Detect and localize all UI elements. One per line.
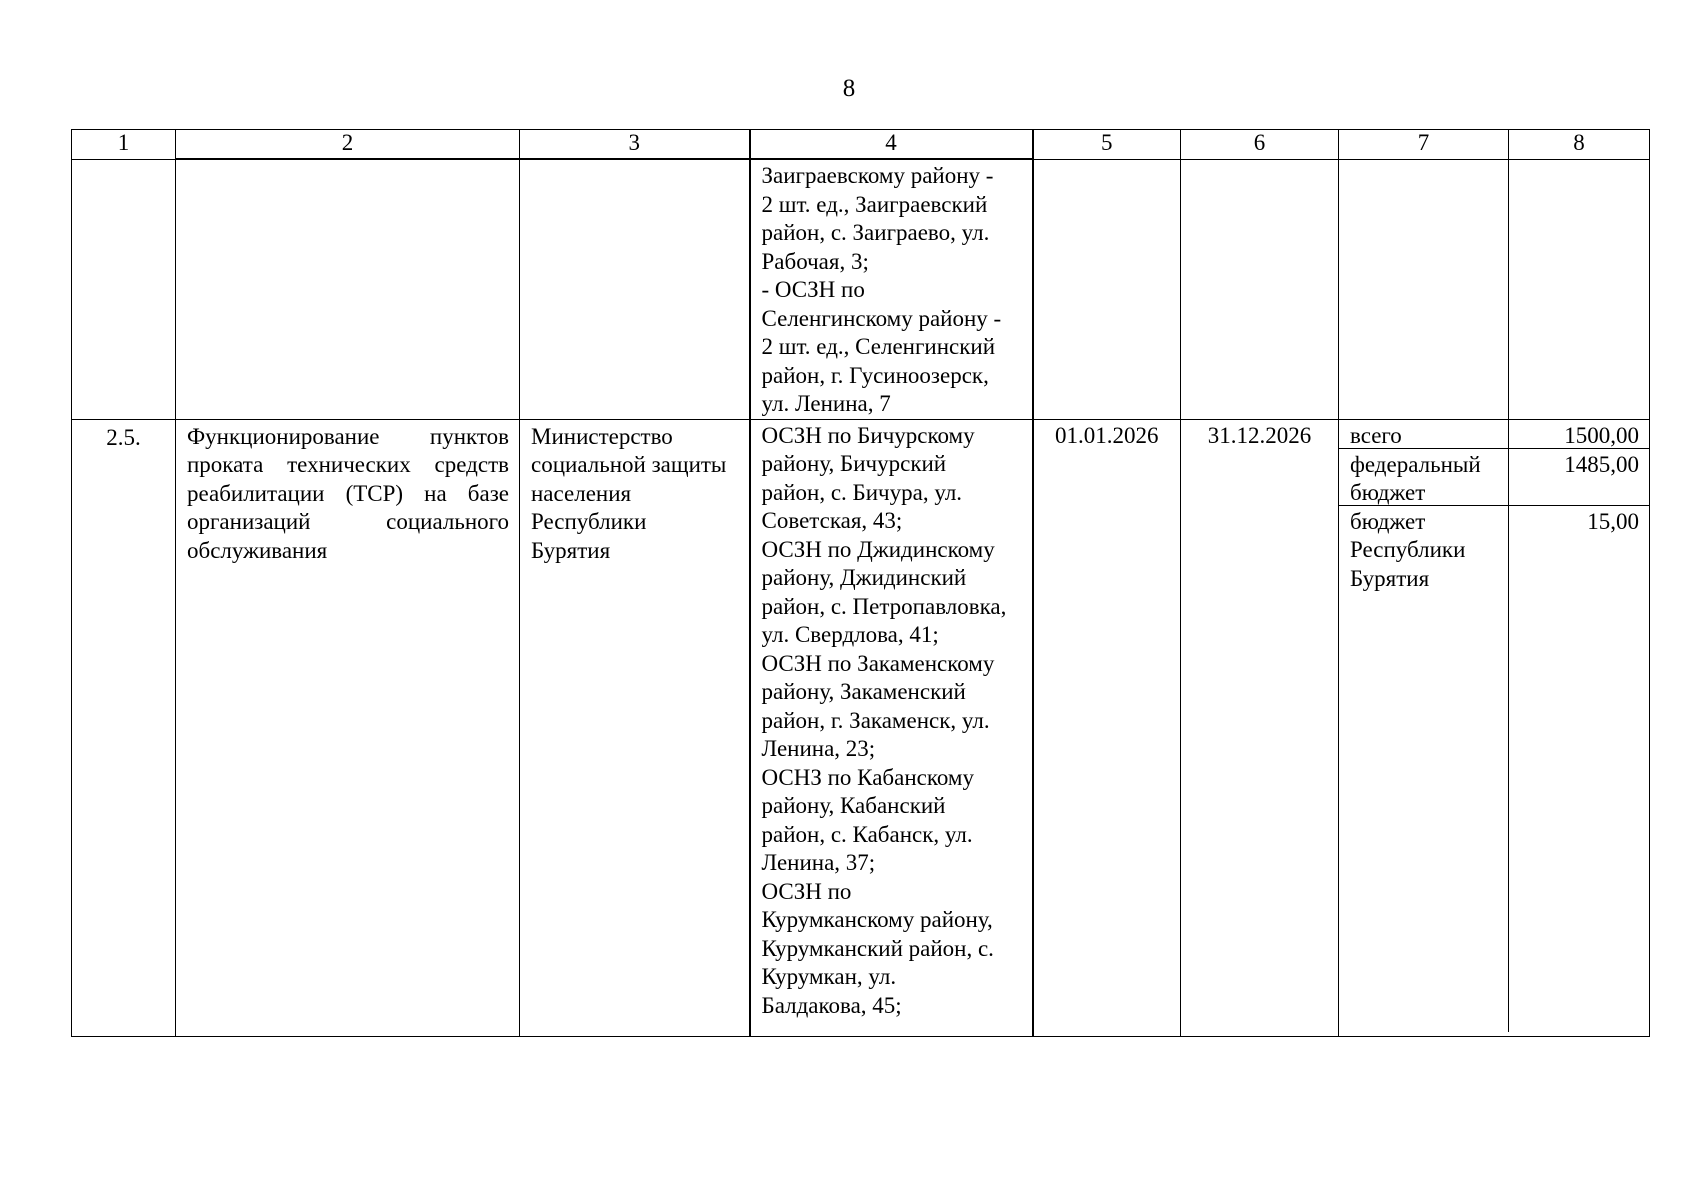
end-date: 31.12.2026: [1181, 419, 1339, 1036]
financing-list: [1339, 420, 1649, 1032]
executor-line: Министерство: [531, 423, 673, 449]
executor-line: населения: [531, 480, 632, 506]
address-line: Селенгинскому району -: [761, 305, 1002, 331]
financing-row-regional: [1339, 506, 1649, 1032]
address-line: Заиграевскому району -: [761, 163, 994, 188]
address-line: - ОСЗН по: [761, 277, 865, 302]
address-line: 2 шт. ед., Селенгинский: [761, 334, 996, 359]
address-line: район, с. Кабанск, ул.: [761, 821, 973, 847]
financing-source: [1339, 420, 1509, 451]
program-table: [71, 129, 1650, 1037]
address-line: району, Джидинский: [761, 565, 967, 590]
address-line: ул. Свердлова, 41;: [761, 622, 939, 647]
header-cell-2: 2: [176, 130, 520, 160]
cont-cell-end: [1181, 159, 1339, 419]
financing-amount: 1500,00: [1564, 422, 1639, 448]
source-line: бюджет: [1350, 508, 1426, 534]
executor-line: Бурятия: [531, 537, 611, 563]
address-line: Советская, 43;: [761, 508, 903, 533]
address-line: ОСНЗ по Кабанскому: [761, 764, 974, 790]
header-cell-4: 4: [750, 130, 1033, 160]
address-line: 2 шт. ед., Заиграевский: [761, 191, 988, 217]
address-line: Ленина, 23;: [761, 736, 876, 761]
start-date: 01.01.2026: [1033, 419, 1181, 1036]
address-line: Балдакова, 45;: [761, 992, 902, 1018]
cont-cell-number: [72, 159, 176, 419]
activity-name: Функционирование пунктов проката технических средств реабилитации (ТСР) на базе организаций социального обслуживания: [176, 419, 520, 1036]
cont-cell-address: [750, 159, 1033, 419]
address-line: район, г. Закаменск, ул.: [761, 707, 990, 733]
address-line: район, с. Бичура, ул.: [761, 479, 963, 505]
address-line: ул. Ленина, 7: [761, 391, 891, 416]
header-cell-1: 1: [72, 130, 176, 160]
address-line: Курумканскому району,: [761, 907, 993, 932]
financing-source: [1339, 449, 1509, 508]
address-line: району, Бичурский: [761, 451, 947, 476]
cont-cell-source: [1339, 159, 1509, 419]
executor-line: социальной защиты: [531, 452, 727, 477]
executor-cell: [520, 419, 750, 1036]
cont-cell-name: [176, 159, 520, 419]
financing-cell: [1339, 419, 1650, 1036]
page-number: 8: [842, 75, 856, 102]
header-cell-7: 7: [1339, 130, 1509, 160]
row-2-5: [72, 419, 1650, 1036]
address-line: Ленина, 37;: [761, 850, 876, 875]
source-line: всего: [1350, 422, 1402, 448]
executor-line: Республики: [531, 509, 647, 534]
address-cell: [750, 419, 1033, 1036]
header-cell-3: 3: [520, 130, 750, 160]
address-line: ОСЗН по: [761, 878, 852, 904]
source-line: бюджет: [1350, 480, 1426, 505]
address-line: район, с. Заиграево, ул.: [761, 220, 990, 245]
source-line: Республики: [1350, 537, 1466, 562]
address-line: району, Закаменский: [761, 679, 966, 704]
financing-amount: 15,00: [1587, 508, 1639, 534]
header-row: [72, 130, 1650, 160]
cont-cell-start: [1033, 159, 1181, 419]
header-cell-6: 6: [1181, 130, 1339, 160]
header-cell-5: 5: [1033, 130, 1181, 160]
address-line: Курумкан, ул.: [761, 964, 897, 989]
address-line: Рабочая, 3;: [761, 248, 869, 274]
address-line: району, Кабанский: [761, 793, 946, 818]
cont-cell-amount: [1509, 159, 1650, 419]
continuation-row: [72, 159, 1650, 419]
address-line: район, с. Петропавловка,: [761, 593, 1007, 619]
financing-source: [1339, 506, 1509, 1032]
address-line: ОСЗН по Закаменскому: [761, 650, 995, 676]
address-line: ОСЗН по Бичурскому: [761, 422, 975, 448]
financing-row-federal: [1339, 449, 1649, 506]
source-line: Бурятия: [1350, 565, 1430, 591]
cont-cell-executor: [520, 159, 750, 419]
financing-amount: 1485,00: [1564, 451, 1639, 477]
source-line: федеральный: [1350, 451, 1481, 477]
address-line: район, г. Гусиноозерск,: [761, 362, 989, 388]
header-cell-8: 8: [1509, 130, 1650, 160]
row-number: 2.5.: [72, 419, 176, 1036]
financing-row-total: [1339, 420, 1649, 449]
address-line: ОСЗН по Джидинскому: [761, 536, 995, 562]
address-line: Курумканский район, с.: [761, 935, 994, 961]
